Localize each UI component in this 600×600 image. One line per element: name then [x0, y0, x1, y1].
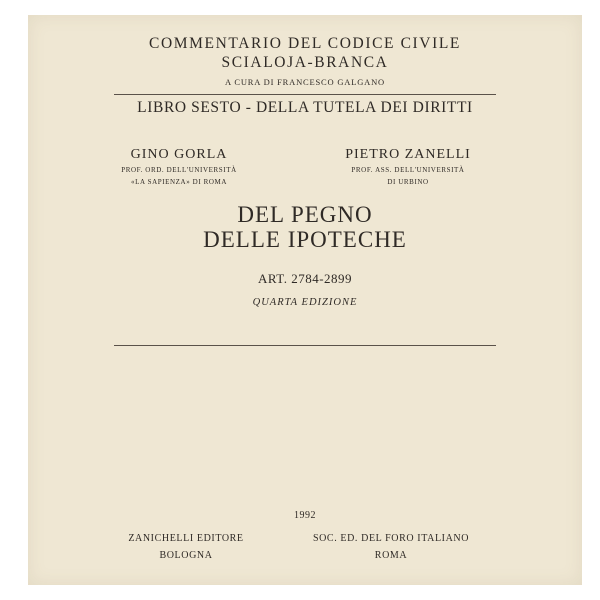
publication-year: 1992: [294, 510, 316, 521]
publisher-name: ZANICHELLI EDITORE: [128, 533, 244, 544]
author-affiliation: PROF. ASS. DELL'UNIVERSITÀ: [351, 166, 465, 174]
work-title-line1: DEL PEGNO: [237, 202, 373, 227]
author-block-zanelli: [333, 147, 483, 187]
work-title-line2: DELLE IPOTECHE: [203, 227, 407, 252]
author-affiliation: DI URBINO: [387, 178, 429, 186]
series-editor: A CURA DI FRANCESCO GALGANO: [225, 77, 385, 87]
author-affiliation: PROF. ORD. DELL'UNIVERSITÀ: [121, 166, 237, 174]
publisher-city: ROMA: [374, 550, 408, 561]
title-page: [28, 15, 582, 585]
articles-range: ART. 2784-2899: [257, 271, 353, 286]
author-block-gorla: [104, 147, 254, 187]
publisher-city: BOLOGNA: [159, 550, 213, 561]
series-subtitle: SCIALOJA-BRANCA: [221, 54, 389, 71]
publisher-zanichelli: [106, 530, 266, 564]
bottom-divider: [114, 345, 496, 346]
publisher-foro-italiano: [296, 530, 486, 564]
book-title: LIBRO SESTO - DELLA TUTELA DEI DIRITTI: [137, 99, 473, 116]
edition: QUARTA EDIZIONE: [252, 297, 358, 308]
author-name: PIETRO ZANELLI: [345, 147, 471, 162]
series-title: COMMENTARIO DEL CODICE CIVILE: [149, 35, 461, 52]
author-affiliation: «LA SAPIENZA» DI ROMA: [130, 178, 228, 186]
author-name: GINO GORLA: [130, 147, 228, 162]
publisher-name: SOC. ED. DEL FORO ITALIANO: [312, 533, 470, 544]
top-divider: [114, 94, 496, 95]
